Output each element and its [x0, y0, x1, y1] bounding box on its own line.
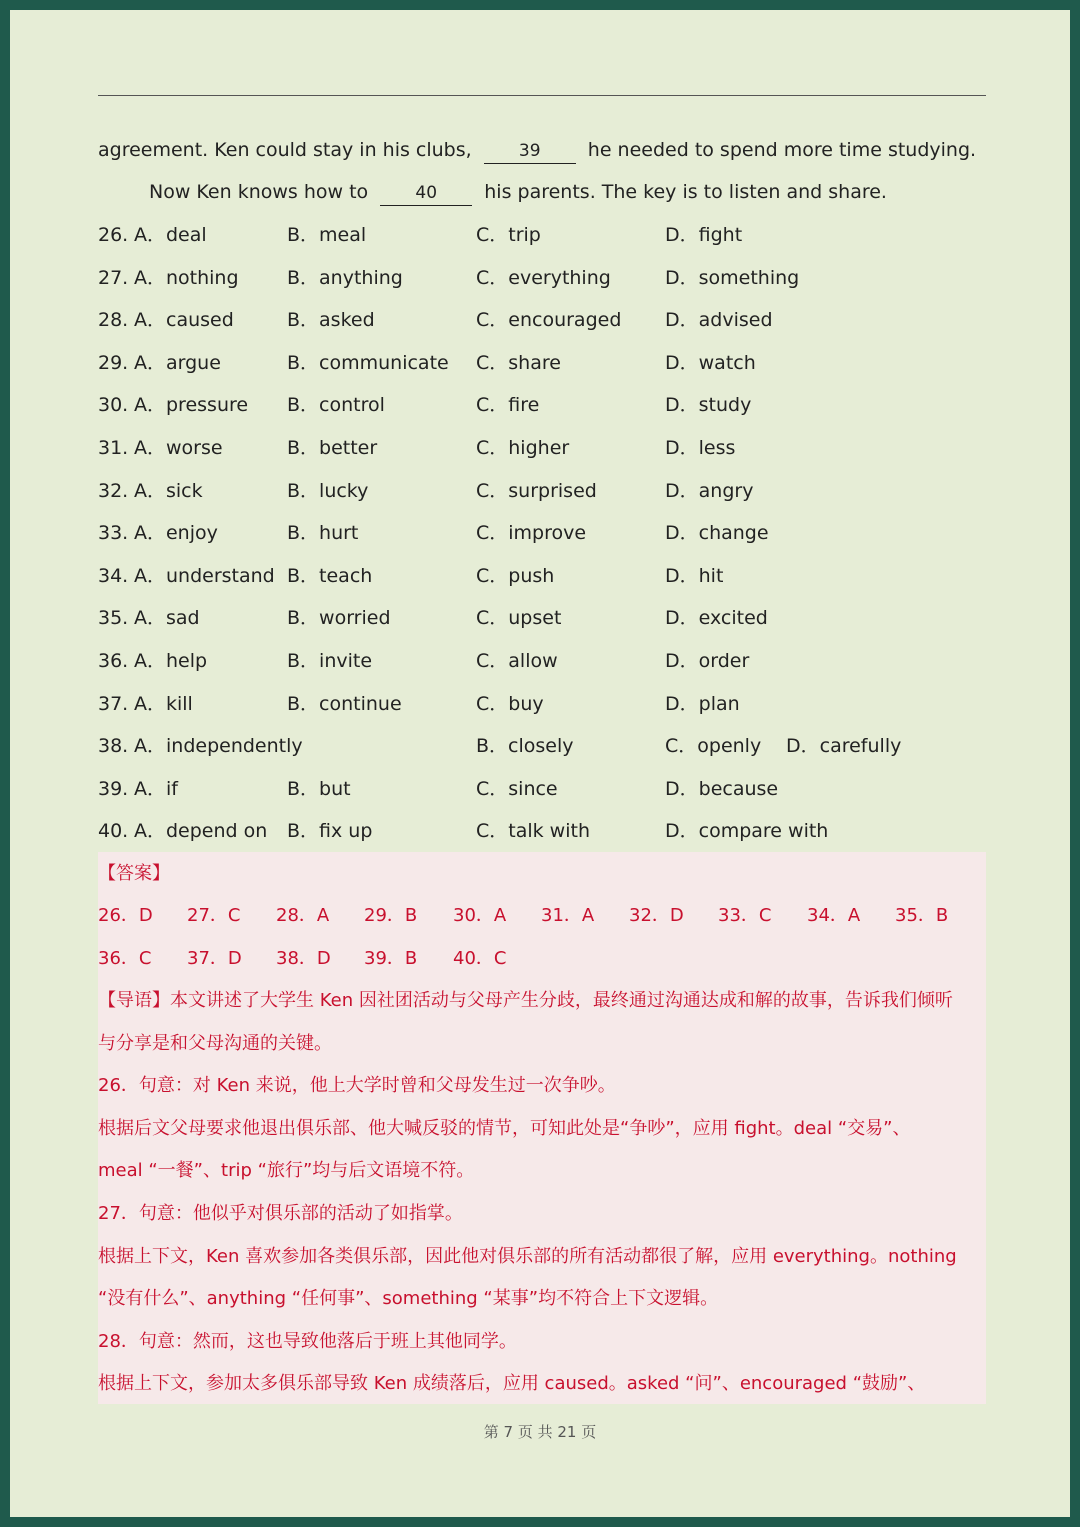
question-number: 31.: [98, 437, 129, 459]
explanation-27-line-2: “没有什么”、anything “任何事”、something “某事”均不符合上下文逻辑。: [98, 1288, 719, 1309]
guide-line-1: 【导语】本文讲述了大学生 Ken 因社团活动与父母产生分歧，最终通过沟通达成和解的故事，告诉我们倾听: [98, 990, 953, 1011]
option-b: B．closely: [476, 735, 574, 758]
option-a: A．sick: [134, 479, 203, 502]
option-d: D．order: [665, 650, 750, 672]
option-c: C．allow: [476, 650, 558, 672]
passage-text: Now Ken knows how to: [149, 181, 369, 203]
option-b: B．fix up: [287, 820, 373, 843]
option-a: A．pressure: [134, 394, 249, 417]
explanation-28-sentence: 28．句意：然而，这也导致他落后于班上其他同学。: [98, 1331, 517, 1352]
passage-line-1: [98, 138, 976, 164]
option-d: D．plan: [665, 692, 740, 715]
option-a: A．sad: [134, 607, 200, 630]
answer-item: 32．D: [629, 905, 684, 926]
explanation-26-sentence: 26．句意：对 Ken 来说，他上大学时曾和父母发生过一次争吵。: [98, 1075, 616, 1096]
option-c: C．share: [476, 351, 561, 374]
question-number: 37.: [98, 692, 129, 715]
option-c: C．everything: [476, 266, 611, 289]
option-d: D．angry: [665, 479, 754, 502]
option-b: B．anything: [287, 266, 403, 289]
option-b: B．invite: [287, 650, 373, 672]
option-c: C．talk with: [476, 820, 590, 843]
option-b: B．hurt: [287, 522, 359, 545]
option-c: C．improve: [476, 522, 587, 545]
question-number: 36.: [98, 650, 129, 672]
option-a: A．if: [134, 777, 178, 800]
option-d: D．something: [665, 266, 800, 289]
option-b: B．teach: [287, 564, 373, 587]
explanation-28-line-1: 根据上下文，参加太多俱乐部导致 Ken 成绩落后，应用 caused。asked “问”、encouraged “鼓励”、: [98, 1373, 926, 1394]
answer-item: 34．A: [807, 905, 861, 926]
page-footer: 第 7 页 共 21 页: [483, 1423, 597, 1441]
answer-item: 33．C: [718, 905, 772, 926]
explanation-26-line-1: 根据后文父母要求他退出俱乐部、他大喊反驳的情节，可知此处是“争吵”，应用 fight。deal “交易”、: [98, 1118, 911, 1139]
question-number: 29.: [98, 351, 129, 374]
option-b: B．continue: [287, 692, 402, 715]
option-b: B．better: [287, 437, 378, 459]
option-b: B．lucky: [287, 479, 369, 502]
option-a: A．caused: [134, 309, 234, 332]
blank-39: 39: [484, 139, 576, 164]
option-d: D．change: [665, 522, 769, 545]
option-d: D．less: [665, 437, 736, 459]
answer-item: 39．B: [364, 948, 418, 969]
option-c: C．openly: [665, 735, 762, 758]
option-b: B．but: [287, 777, 351, 800]
option-a: A．nothing: [134, 266, 239, 289]
question-number: 38.: [98, 735, 129, 758]
option-a: A．understand: [134, 564, 275, 587]
option-a: A．worse: [134, 437, 223, 459]
option-d: D．advised: [665, 309, 773, 332]
header-rule: [98, 95, 986, 96]
passage-line-2: [149, 180, 887, 206]
answer-item: 36．C: [98, 948, 152, 969]
answer-item: 35．B: [895, 905, 949, 926]
guide-line-2: 与分享是和父母沟通的关键。: [98, 1033, 332, 1054]
passage-text: he needed to spend more time studying.: [587, 139, 977, 161]
option-d: D．fight: [665, 224, 743, 246]
question-number: 26.: [98, 224, 129, 246]
option-d: D．compare with: [665, 820, 829, 843]
question-number: 32.: [98, 479, 129, 502]
answer-item: 30．A: [453, 905, 507, 926]
option-d: D．excited: [665, 607, 768, 630]
option-a: A．independently: [134, 735, 303, 758]
option-d: D．carefully: [786, 735, 902, 758]
option-b: B．asked: [287, 309, 375, 332]
option-b: B．control: [287, 394, 385, 417]
question-number: 27.: [98, 266, 129, 289]
answer-item: 26．D: [98, 905, 153, 926]
option-b: B．meal: [287, 224, 367, 246]
question-number: 34.: [98, 564, 129, 587]
option-c: C．upset: [476, 607, 562, 630]
option-a: A．help: [134, 650, 208, 672]
explanation-27-line-1: 根据上下文，Ken 喜欢参加各类俱乐部，因此他对俱乐部的所有活动都很了解，应用 everything。nothing: [98, 1246, 957, 1267]
question-number: 35.: [98, 607, 129, 630]
option-c: C．fire: [476, 394, 540, 417]
option-d: D．watch: [665, 351, 756, 374]
answer-heading: 【答案】: [98, 863, 170, 884]
option-c: C．higher: [476, 437, 570, 459]
option-a: A．enjoy: [134, 522, 218, 545]
option-d: D．hit: [665, 564, 724, 587]
question-number: 28.: [98, 309, 129, 332]
passage-text: agreement. Ken could stay in his clubs,: [98, 139, 472, 161]
passage-text: his parents. The key is to listen and share.: [484, 181, 887, 203]
answer-item: 38．D: [276, 948, 331, 969]
option-a: A．depend on: [134, 820, 268, 843]
document-page: [10, 10, 1070, 1517]
blank-40: 40: [380, 181, 472, 206]
question-number: 40.: [98, 820, 129, 843]
option-c: C．surprised: [476, 479, 597, 502]
answer-item: 40．C: [453, 948, 507, 969]
question-number: 33.: [98, 522, 129, 545]
answer-item: 31．A: [541, 905, 595, 926]
option-c: C．encouraged: [476, 309, 622, 332]
option-a: A．kill: [134, 692, 193, 715]
option-d: D．study: [665, 394, 752, 417]
question-number: 39.: [98, 777, 129, 800]
option-a: A．deal: [134, 224, 207, 246]
explanation-27-sentence: 27．句意：他似乎对俱乐部的活动了如指掌。: [98, 1203, 463, 1224]
answer-item: 28．A: [276, 905, 330, 926]
answer-item: 29．B: [364, 905, 418, 926]
option-c: C．trip: [476, 224, 541, 246]
explanation-26-line-2: meal “一餐”、trip “旅行”均与后文语境不符。: [98, 1160, 475, 1181]
option-c: C．push: [476, 564, 555, 587]
answer-item: 37．D: [187, 948, 242, 969]
option-c: C．since: [476, 777, 558, 800]
answer-item: 27．C: [187, 905, 241, 926]
option-a: A．argue: [134, 351, 221, 374]
option-b: B．communicate: [287, 351, 449, 374]
option-d: D．because: [665, 777, 779, 800]
option-b: B．worried: [287, 607, 391, 630]
option-c: C．buy: [476, 692, 544, 715]
question-number: 30.: [98, 394, 129, 417]
